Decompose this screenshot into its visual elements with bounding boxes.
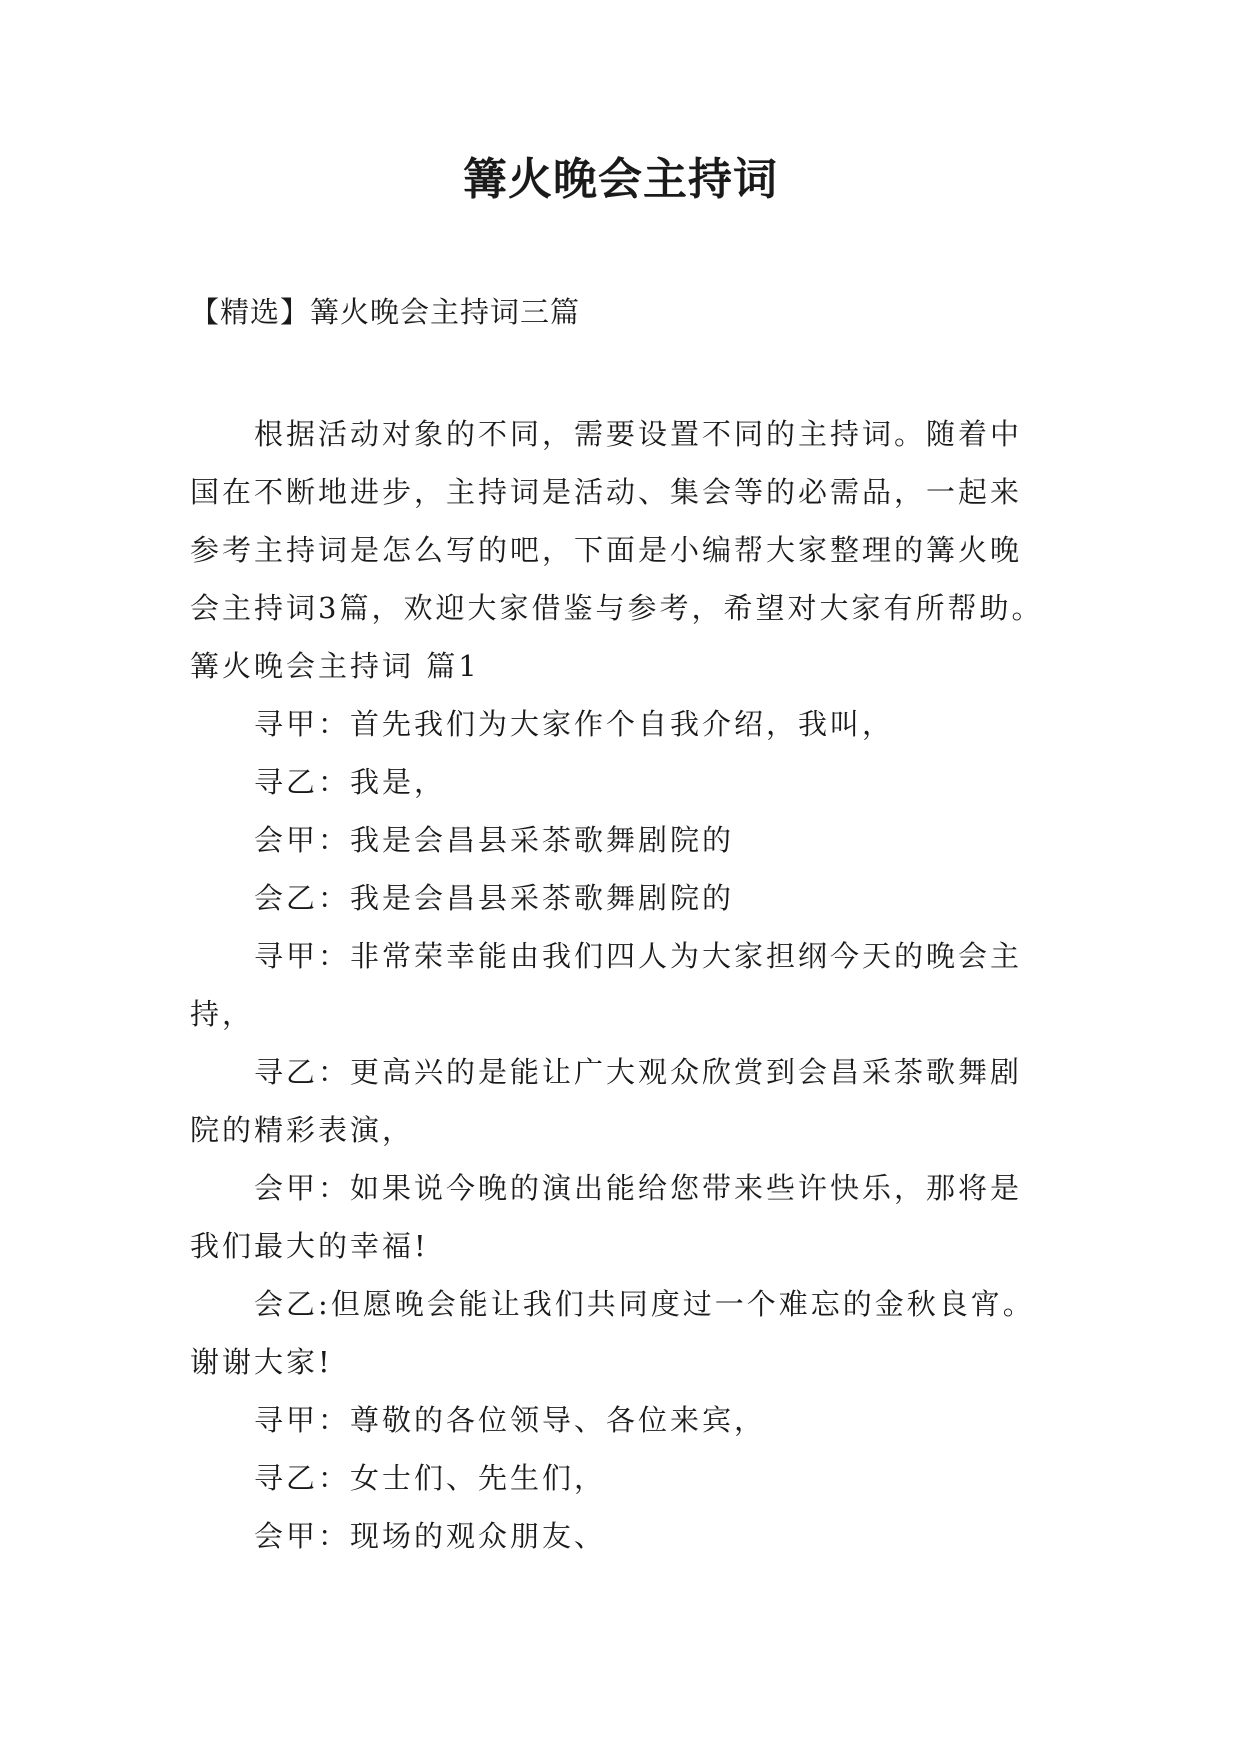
paragraph-line: 会甲：我是会昌县采茶歌舞剧院的	[254, 823, 735, 857]
paragraph-line: 寻乙：我是，	[254, 765, 447, 799]
paragraph-line: 寻乙：更高兴的是能让广大观众欣赏到会昌采茶歌舞剧院的精彩表演，	[190, 1055, 1023, 1147]
paragraph-intro: 根据活动对象的不同，需要设置不同的主持词。随着中国在不断地进步，主持词是活动、集会等的必需品，一起来参考主持词是怎么写的吧，下面是小编帮大家整理的篝火晚会主持词3篇，欢迎大家借鉴与参考，希望对大家有所帮助。	[190, 417, 1044, 625]
paragraph-line: 寻甲：尊敬的各位领导、各位来宾，	[254, 1403, 767, 1437]
paragraph-line: 会乙：我是会昌县采茶歌舞剧院的	[254, 881, 735, 915]
document-title: 篝火晚会主持词	[463, 154, 778, 205]
paragraph-line: 会甲：如果说今晚的演出能给您带来些许快乐，那将是我们最大的幸福!	[190, 1171, 1023, 1263]
paragraph-line: 寻甲：首先我们为大家作个自我介绍，我叫，	[254, 707, 895, 741]
document-subtitle: 【精选】篝火晚会主持词三篇	[190, 295, 581, 329]
paragraph-line: 寻乙：女士们、先生们，	[254, 1461, 607, 1495]
document-body	[190, 405, 1050, 1565]
paragraph-line: 会甲：现场的观众朋友、	[254, 1519, 607, 1553]
paragraph-line: 会乙:但愿晚会能让我们共同度过一个难忘的金秋良宵。谢谢大家!	[190, 1287, 1035, 1379]
section-heading: 篝火晚会主持词 篇1	[190, 649, 480, 683]
paragraph-line: 寻甲：非常荣幸能由我们四人为大家担纲今天的晚会主持，	[190, 939, 1023, 1031]
